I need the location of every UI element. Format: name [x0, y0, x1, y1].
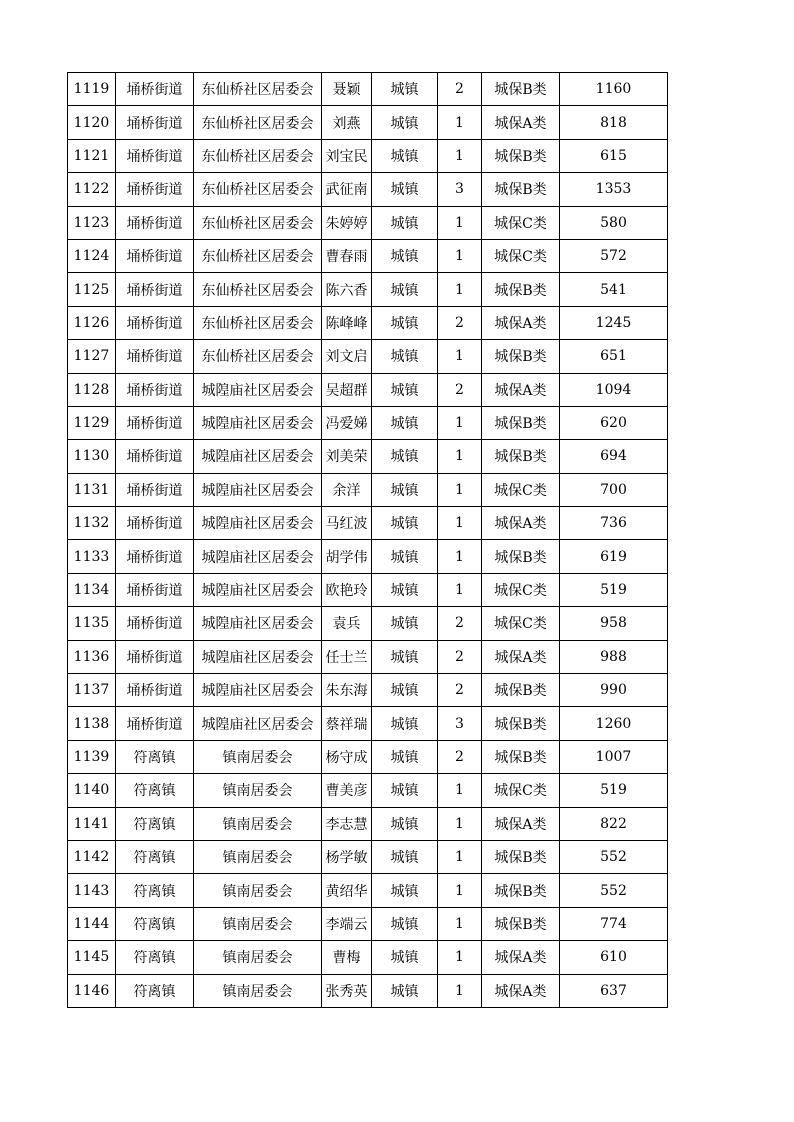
row-id-cell: 1125 [68, 273, 116, 306]
row-id-cell: 1124 [68, 239, 116, 272]
area-cell: 城镇 [372, 173, 438, 206]
table-row [68, 974, 668, 1007]
street-cell: 埇桥街道 [116, 206, 194, 239]
row-id-cell: 1130 [68, 440, 116, 473]
household-count-cell: 1 [438, 807, 482, 840]
category-cell: 城保A类 [482, 640, 560, 673]
table-row [68, 106, 668, 139]
category-cell: 城保C类 [482, 774, 560, 807]
street-cell: 埇桥街道 [116, 306, 194, 339]
name-cell: 李端云 [322, 907, 372, 940]
household-count-cell: 1 [438, 440, 482, 473]
community-cell: 东仙桥社区居委会 [194, 106, 322, 139]
row-id-cell: 1138 [68, 707, 116, 740]
household-count-cell: 1 [438, 840, 482, 873]
household-count-cell: 2 [438, 73, 482, 106]
row-id-cell: 1126 [68, 306, 116, 339]
table-row [68, 340, 668, 373]
table-row [68, 674, 668, 707]
street-cell: 埇桥街道 [116, 707, 194, 740]
name-cell: 杨学敏 [322, 840, 372, 873]
row-id-cell: 1141 [68, 807, 116, 840]
row-id-cell: 1136 [68, 640, 116, 673]
street-cell: 埇桥街道 [116, 73, 194, 106]
category-cell: 城保B类 [482, 340, 560, 373]
row-id-cell: 1146 [68, 974, 116, 1007]
area-cell: 城镇 [372, 273, 438, 306]
street-cell: 符离镇 [116, 941, 194, 974]
row-id-cell: 1134 [68, 573, 116, 606]
row-id-cell: 1142 [68, 840, 116, 873]
amount-cell: 1260 [560, 707, 668, 740]
name-cell: 蔡祥瑞 [322, 707, 372, 740]
roster-table-body [68, 73, 668, 1008]
household-count-cell: 1 [438, 507, 482, 540]
table-row [68, 740, 668, 773]
community-cell: 城隍庙社区居委会 [194, 440, 322, 473]
amount-cell: 572 [560, 239, 668, 272]
table-row [68, 306, 668, 339]
street-cell: 埇桥街道 [116, 340, 194, 373]
name-cell: 曹美彦 [322, 774, 372, 807]
category-cell: 城保B类 [482, 273, 560, 306]
street-cell: 符离镇 [116, 974, 194, 1007]
community-cell: 镇南居委会 [194, 740, 322, 773]
table-row [68, 607, 668, 640]
name-cell: 刘燕 [322, 106, 372, 139]
name-cell: 陈六香 [322, 273, 372, 306]
table-row [68, 440, 668, 473]
row-id-cell: 1121 [68, 139, 116, 172]
name-cell: 马红波 [322, 507, 372, 540]
area-cell: 城镇 [372, 840, 438, 873]
amount-cell: 990 [560, 674, 668, 707]
household-count-cell: 2 [438, 640, 482, 673]
table-row [68, 707, 668, 740]
category-cell: 城保C类 [482, 607, 560, 640]
table-row [68, 239, 668, 272]
category-cell: 城保B类 [482, 740, 560, 773]
table-row [68, 139, 668, 172]
amount-cell: 694 [560, 440, 668, 473]
community-cell: 镇南居委会 [194, 974, 322, 1007]
community-cell: 东仙桥社区居委会 [194, 206, 322, 239]
row-id-cell: 1137 [68, 674, 116, 707]
community-cell: 东仙桥社区居委会 [194, 239, 322, 272]
street-cell: 符离镇 [116, 907, 194, 940]
name-cell: 陈峰峰 [322, 306, 372, 339]
community-cell: 城隍庙社区居委会 [194, 473, 322, 506]
row-id-cell: 1133 [68, 540, 116, 573]
area-cell: 城镇 [372, 206, 438, 239]
street-cell: 埇桥街道 [116, 440, 194, 473]
amount-cell: 580 [560, 206, 668, 239]
area-cell: 城镇 [372, 440, 438, 473]
community-cell: 东仙桥社区居委会 [194, 340, 322, 373]
table-row [68, 540, 668, 573]
category-cell: 城保B类 [482, 440, 560, 473]
amount-cell: 620 [560, 406, 668, 439]
street-cell: 埇桥街道 [116, 573, 194, 606]
row-id-cell: 1140 [68, 774, 116, 807]
name-cell: 任士兰 [322, 640, 372, 673]
category-cell: 城保C类 [482, 573, 560, 606]
row-id-cell: 1143 [68, 874, 116, 907]
area-cell: 城镇 [372, 740, 438, 773]
household-count-cell: 1 [438, 206, 482, 239]
household-count-cell: 1 [438, 874, 482, 907]
table-row [68, 206, 668, 239]
amount-cell: 1245 [560, 306, 668, 339]
table-row [68, 874, 668, 907]
community-cell: 镇南居委会 [194, 840, 322, 873]
household-count-cell: 1 [438, 273, 482, 306]
household-count-cell: 1 [438, 473, 482, 506]
table-row [68, 640, 668, 673]
community-cell: 城隍庙社区居委会 [194, 607, 322, 640]
name-cell: 吴超群 [322, 373, 372, 406]
name-cell: 曹春雨 [322, 239, 372, 272]
amount-cell: 519 [560, 573, 668, 606]
street-cell: 埇桥街道 [116, 507, 194, 540]
area-cell: 城镇 [372, 640, 438, 673]
amount-cell: 774 [560, 907, 668, 940]
street-cell: 符离镇 [116, 740, 194, 773]
community-cell: 镇南居委会 [194, 941, 322, 974]
amount-cell: 552 [560, 874, 668, 907]
row-id-cell: 1139 [68, 740, 116, 773]
row-id-cell: 1145 [68, 941, 116, 974]
table-row [68, 473, 668, 506]
category-cell: 城保A类 [482, 373, 560, 406]
community-cell: 东仙桥社区居委会 [194, 173, 322, 206]
name-cell: 朱东海 [322, 674, 372, 707]
name-cell: 聂颖 [322, 73, 372, 106]
household-count-cell: 3 [438, 173, 482, 206]
category-cell: 城保B类 [482, 907, 560, 940]
street-cell: 埇桥街道 [116, 106, 194, 139]
community-cell: 城隍庙社区居委会 [194, 507, 322, 540]
name-cell: 刘文启 [322, 340, 372, 373]
street-cell: 埇桥街道 [116, 173, 194, 206]
community-cell: 镇南居委会 [194, 874, 322, 907]
community-cell: 东仙桥社区居委会 [194, 139, 322, 172]
roster-table [67, 72, 668, 1008]
area-cell: 城镇 [372, 473, 438, 506]
amount-cell: 700 [560, 473, 668, 506]
category-cell: 城保A类 [482, 807, 560, 840]
amount-cell: 1160 [560, 73, 668, 106]
name-cell: 余洋 [322, 473, 372, 506]
amount-cell: 822 [560, 807, 668, 840]
amount-cell: 637 [560, 974, 668, 1007]
household-count-cell: 2 [438, 740, 482, 773]
community-cell: 城隍庙社区居委会 [194, 674, 322, 707]
area-cell: 城镇 [372, 874, 438, 907]
street-cell: 埇桥街道 [116, 674, 194, 707]
area-cell: 城镇 [372, 807, 438, 840]
category-cell: 城保B类 [482, 840, 560, 873]
area-cell: 城镇 [372, 974, 438, 1007]
amount-cell: 1353 [560, 173, 668, 206]
community-cell: 镇南居委会 [194, 907, 322, 940]
amount-cell: 615 [560, 139, 668, 172]
area-cell: 城镇 [372, 774, 438, 807]
table-row [68, 73, 668, 106]
table-row [68, 273, 668, 306]
area-cell: 城镇 [372, 674, 438, 707]
community-cell: 东仙桥社区居委会 [194, 73, 322, 106]
street-cell: 埇桥街道 [116, 239, 194, 272]
row-id-cell: 1128 [68, 373, 116, 406]
name-cell: 刘宝民 [322, 139, 372, 172]
community-cell: 镇南居委会 [194, 807, 322, 840]
category-cell: 城保C类 [482, 206, 560, 239]
name-cell: 曹梅 [322, 941, 372, 974]
amount-cell: 736 [560, 507, 668, 540]
community-cell: 城隍庙社区居委会 [194, 640, 322, 673]
street-cell: 埇桥街道 [116, 373, 194, 406]
household-count-cell: 1 [438, 139, 482, 172]
name-cell: 杨守成 [322, 740, 372, 773]
category-cell: 城保B类 [482, 139, 560, 172]
row-id-cell: 1123 [68, 206, 116, 239]
street-cell: 符离镇 [116, 874, 194, 907]
street-cell: 埇桥街道 [116, 540, 194, 573]
amount-cell: 552 [560, 840, 668, 873]
row-id-cell: 1122 [68, 173, 116, 206]
household-count-cell: 1 [438, 974, 482, 1007]
name-cell: 朱婷婷 [322, 206, 372, 239]
street-cell: 埇桥街道 [116, 640, 194, 673]
row-id-cell: 1135 [68, 607, 116, 640]
name-cell: 胡学伟 [322, 540, 372, 573]
category-cell: 城保A类 [482, 507, 560, 540]
row-id-cell: 1129 [68, 406, 116, 439]
household-count-cell: 3 [438, 707, 482, 740]
household-count-cell: 2 [438, 607, 482, 640]
household-count-cell: 2 [438, 306, 482, 339]
category-cell: 城保B类 [482, 173, 560, 206]
category-cell: 城保B类 [482, 540, 560, 573]
area-cell: 城镇 [372, 373, 438, 406]
table-row [68, 840, 668, 873]
area-cell: 城镇 [372, 941, 438, 974]
street-cell: 埇桥街道 [116, 139, 194, 172]
row-id-cell: 1144 [68, 907, 116, 940]
category-cell: 城保B类 [482, 874, 560, 907]
category-cell: 城保A类 [482, 306, 560, 339]
community-cell: 东仙桥社区居委会 [194, 306, 322, 339]
category-cell: 城保C类 [482, 239, 560, 272]
area-cell: 城镇 [372, 406, 438, 439]
area-cell: 城镇 [372, 106, 438, 139]
table-row [68, 173, 668, 206]
amount-cell: 651 [560, 340, 668, 373]
amount-cell: 988 [560, 640, 668, 673]
amount-cell: 619 [560, 540, 668, 573]
table-row [68, 573, 668, 606]
name-cell: 李志慧 [322, 807, 372, 840]
category-cell: 城保B类 [482, 73, 560, 106]
household-count-cell: 1 [438, 941, 482, 974]
street-cell: 符离镇 [116, 807, 194, 840]
area-cell: 城镇 [372, 306, 438, 339]
name-cell: 张秀英 [322, 974, 372, 1007]
household-count-cell: 1 [438, 340, 482, 373]
community-cell: 城隍庙社区居委会 [194, 707, 322, 740]
area-cell: 城镇 [372, 340, 438, 373]
name-cell: 刘美荣 [322, 440, 372, 473]
area-cell: 城镇 [372, 607, 438, 640]
row-id-cell: 1119 [68, 73, 116, 106]
street-cell: 符离镇 [116, 840, 194, 873]
household-count-cell: 1 [438, 573, 482, 606]
name-cell: 黄绍华 [322, 874, 372, 907]
amount-cell: 958 [560, 607, 668, 640]
household-count-cell: 1 [438, 239, 482, 272]
row-id-cell: 1127 [68, 340, 116, 373]
table-row [68, 907, 668, 940]
household-count-cell: 1 [438, 406, 482, 439]
category-cell: 城保A类 [482, 106, 560, 139]
category-cell: 城保A类 [482, 974, 560, 1007]
area-cell: 城镇 [372, 907, 438, 940]
row-id-cell: 1120 [68, 106, 116, 139]
household-count-cell: 1 [438, 106, 482, 139]
area-cell: 城镇 [372, 239, 438, 272]
table-row [68, 941, 668, 974]
category-cell: 城保C类 [482, 473, 560, 506]
table-row [68, 373, 668, 406]
amount-cell: 1094 [560, 373, 668, 406]
community-cell: 镇南居委会 [194, 774, 322, 807]
category-cell: 城保A类 [482, 941, 560, 974]
community-cell: 城隍庙社区居委会 [194, 406, 322, 439]
household-count-cell: 2 [438, 674, 482, 707]
amount-cell: 1007 [560, 740, 668, 773]
name-cell: 袁兵 [322, 607, 372, 640]
name-cell: 冯爱娣 [322, 406, 372, 439]
street-cell: 埇桥街道 [116, 607, 194, 640]
household-count-cell: 2 [438, 373, 482, 406]
street-cell: 埇桥街道 [116, 473, 194, 506]
amount-cell: 541 [560, 273, 668, 306]
community-cell: 城隍庙社区居委会 [194, 573, 322, 606]
area-cell: 城镇 [372, 73, 438, 106]
area-cell: 城镇 [372, 540, 438, 573]
row-id-cell: 1131 [68, 473, 116, 506]
community-cell: 城隍庙社区居委会 [194, 373, 322, 406]
table-row [68, 406, 668, 439]
community-cell: 东仙桥社区居委会 [194, 273, 322, 306]
amount-cell: 818 [560, 106, 668, 139]
table-row [68, 807, 668, 840]
area-cell: 城镇 [372, 573, 438, 606]
table-row [68, 507, 668, 540]
community-cell: 城隍庙社区居委会 [194, 540, 322, 573]
amount-cell: 519 [560, 774, 668, 807]
household-count-cell: 1 [438, 774, 482, 807]
amount-cell: 610 [560, 941, 668, 974]
category-cell: 城保B类 [482, 707, 560, 740]
area-cell: 城镇 [372, 707, 438, 740]
row-id-cell: 1132 [68, 507, 116, 540]
area-cell: 城镇 [372, 139, 438, 172]
category-cell: 城保B类 [482, 674, 560, 707]
area-cell: 城镇 [372, 507, 438, 540]
name-cell: 武征南 [322, 173, 372, 206]
street-cell: 埇桥街道 [116, 406, 194, 439]
category-cell: 城保B类 [482, 406, 560, 439]
name-cell: 欧艳玲 [322, 573, 372, 606]
street-cell: 埇桥街道 [116, 273, 194, 306]
street-cell: 符离镇 [116, 774, 194, 807]
household-count-cell: 1 [438, 907, 482, 940]
table-row [68, 774, 668, 807]
household-count-cell: 1 [438, 540, 482, 573]
